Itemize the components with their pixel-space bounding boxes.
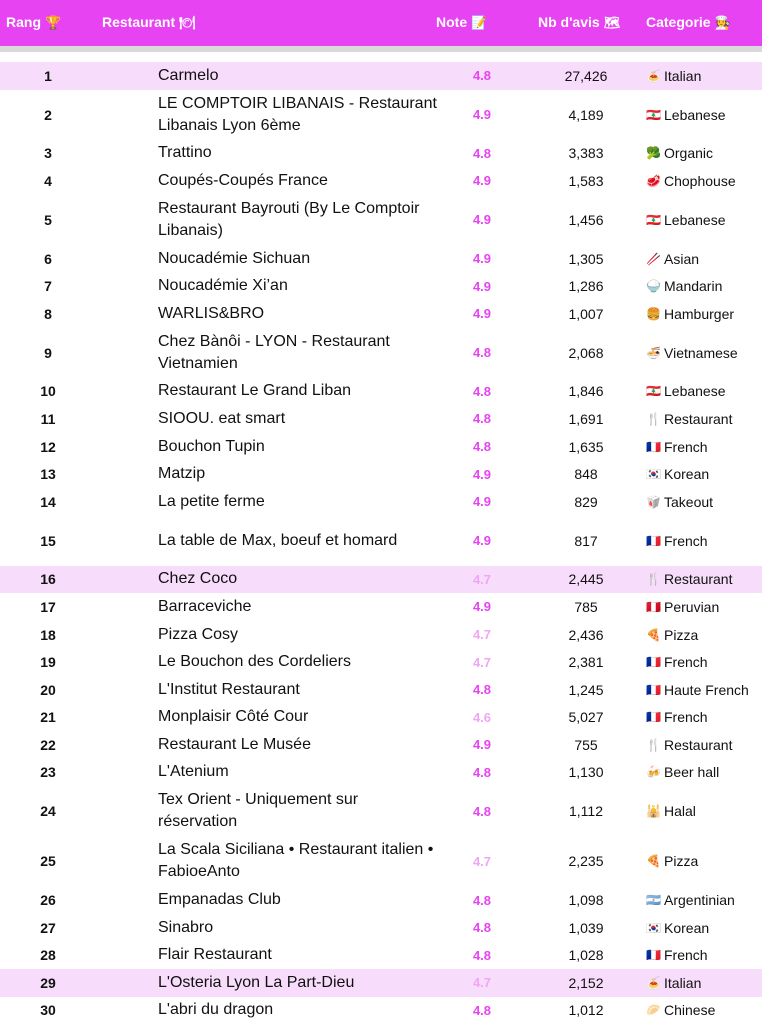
restaurant-name[interactable]: Restaurant Bayrouti (By Le Comptoir Libanais) bbox=[158, 199, 420, 239]
restaurant-name[interactable]: L'Atenium bbox=[158, 763, 229, 781]
rating-cell: 4.9 bbox=[472, 278, 492, 294]
category-label: Chophouse bbox=[664, 172, 736, 189]
category-cell bbox=[646, 245, 762, 273]
rating-cell: 4.9 bbox=[472, 599, 492, 615]
lebanon-flag-icon: 🇱🇧 bbox=[646, 384, 661, 399]
reviews-cell: 829 bbox=[574, 493, 598, 510]
category-label: Organic bbox=[664, 145, 714, 162]
category-label: French bbox=[664, 654, 708, 671]
category-label: Takeout bbox=[664, 493, 714, 510]
rating-cell: 4.9 bbox=[472, 494, 492, 510]
table-row[interactable] bbox=[0, 90, 762, 140]
restaurant-name[interactable]: Flair Restaurant bbox=[158, 946, 272, 964]
france-flag-icon: 🇫🇷 bbox=[646, 533, 661, 548]
table-row[interactable] bbox=[0, 488, 762, 516]
rating-cell: 4.8 bbox=[472, 411, 492, 427]
reviews-cell: 2,436 bbox=[568, 626, 604, 643]
table-row[interactable] bbox=[0, 328, 762, 378]
trophy-icon: 🏆 bbox=[45, 15, 62, 30]
fork-knife-icon: 🍴 bbox=[646, 411, 661, 426]
rank-cell: 7 bbox=[44, 278, 52, 295]
reviews-cell: 3,383 bbox=[568, 145, 604, 162]
reviews-cell: 1,846 bbox=[568, 383, 604, 400]
rank-cell: 17 bbox=[40, 598, 56, 615]
category-label: Korean bbox=[664, 466, 710, 483]
pizza-icon: 🍕 bbox=[646, 627, 661, 642]
restaurant-name[interactable]: Restaurant Le Grand Liban bbox=[158, 382, 352, 400]
reviews-cell: 2,235 bbox=[568, 853, 604, 870]
restaurant-name[interactable]: Trattino bbox=[158, 144, 212, 162]
reviews-cell: 785 bbox=[574, 598, 598, 615]
category-label: French bbox=[664, 532, 708, 549]
mosque-icon: 🕌 bbox=[646, 804, 661, 819]
rank-cell: 2 bbox=[44, 106, 52, 123]
reviews-cell: 1,012 bbox=[568, 1002, 604, 1019]
restaurant-name[interactable]: Matzip bbox=[158, 465, 206, 483]
restaurant-name[interactable]: Carmelo bbox=[158, 66, 219, 84]
reviews-cell: 1,691 bbox=[568, 410, 604, 427]
table-row[interactable] bbox=[0, 997, 762, 1024]
restaurant-name[interactable]: L'Institut Restaurant bbox=[158, 680, 300, 698]
category-cell bbox=[646, 460, 762, 488]
rank-cell: 25 bbox=[40, 853, 56, 870]
category-cell bbox=[646, 648, 762, 676]
rating-cell: 4.9 bbox=[472, 533, 492, 549]
reviews-cell: 1,245 bbox=[568, 681, 604, 698]
table-row[interactable] bbox=[0, 62, 762, 90]
category-cell bbox=[646, 759, 762, 787]
restaurant-name[interactable]: SIOOU. eat smart bbox=[158, 409, 286, 427]
france-flag-icon: 🇫🇷 bbox=[646, 439, 661, 454]
rank-cell: 20 bbox=[40, 681, 56, 698]
takeout-box-icon: 🥡 bbox=[646, 494, 661, 509]
category-cell bbox=[646, 886, 762, 914]
table-row[interactable] bbox=[0, 593, 762, 621]
rank-cell: 22 bbox=[40, 736, 56, 753]
table-header bbox=[0, 0, 762, 46]
category-cell bbox=[646, 786, 762, 836]
reviews-cell: 1,130 bbox=[568, 764, 604, 781]
restaurant-name[interactable]: Restaurant Le Musée bbox=[158, 735, 311, 753]
reviews-cell: 27,426 bbox=[564, 67, 608, 84]
rank-cell: 4 bbox=[44, 172, 52, 189]
restaurant-name[interactable]: Chez Coco bbox=[158, 570, 238, 588]
rating-cell: 4.6 bbox=[472, 709, 492, 725]
rice-icon: 🍚 bbox=[646, 279, 661, 294]
restaurant-name[interactable]: Noucadémie Sichuan bbox=[158, 249, 311, 267]
restaurant-name[interactable]: Bouchon Tupin bbox=[158, 437, 265, 455]
rank-cell: 15 bbox=[40, 532, 56, 549]
meat-icon: 🥩 bbox=[646, 173, 661, 188]
korea-flag-icon: 🇰🇷 bbox=[646, 920, 661, 935]
table-row[interactable] bbox=[0, 886, 762, 914]
category-label: Hamburger bbox=[664, 305, 735, 322]
category-cell bbox=[646, 433, 762, 461]
reviews-cell: 2,068 bbox=[568, 344, 604, 361]
category-cell bbox=[646, 62, 762, 90]
reviews-cell: 1,635 bbox=[568, 438, 604, 455]
rating-cell: 4.7 bbox=[472, 627, 492, 643]
lebanon-flag-icon: 🇱🇧 bbox=[646, 212, 661, 227]
reviews-cell: 1,028 bbox=[568, 947, 604, 964]
reviews-cell: 755 bbox=[574, 736, 598, 753]
category-label: Chinese bbox=[664, 1002, 716, 1019]
rank-cell: 13 bbox=[40, 466, 56, 483]
rating-cell: 4.7 bbox=[472, 571, 492, 587]
table-row[interactable] bbox=[0, 648, 762, 676]
restaurant-name[interactable]: Pizza Cosy bbox=[158, 625, 239, 643]
category-cell bbox=[646, 704, 762, 732]
rank-cell: 28 bbox=[40, 947, 56, 964]
category-label: French bbox=[664, 947, 708, 964]
header-note[interactable]: Note 📝 bbox=[436, 14, 488, 30]
restaurant-name[interactable]: La petite ferme bbox=[158, 492, 265, 510]
argentina-flag-icon: 🇦🇷 bbox=[646, 893, 661, 908]
pasta-icon: 🍝 bbox=[646, 68, 661, 83]
table-row[interactable] bbox=[0, 566, 762, 594]
restaurant-name[interactable]: Monplaisir Côté Cour bbox=[158, 708, 309, 726]
rank-cell: 18 bbox=[40, 626, 56, 643]
rank-cell: 1 bbox=[44, 67, 52, 84]
category-cell bbox=[646, 621, 762, 649]
rank-cell: 10 bbox=[40, 383, 56, 400]
reviews-cell: 1,456 bbox=[568, 211, 604, 228]
category-label: Lebanese bbox=[664, 211, 726, 228]
category-label: Italian bbox=[664, 67, 702, 84]
restaurant-name[interactable]: Chez Bànôi - LYON - Restaurant Vietnamien bbox=[158, 332, 390, 372]
beer-mugs-icon: 🍻 bbox=[646, 765, 661, 780]
france-flag-icon: 🇫🇷 bbox=[646, 682, 661, 697]
rank-cell: 11 bbox=[40, 410, 56, 427]
category-cell bbox=[646, 566, 762, 594]
header-reviews[interactable]: Nb d'avis 🗺 bbox=[538, 14, 621, 30]
reviews-cell: 2,152 bbox=[568, 974, 604, 991]
category-cell bbox=[646, 405, 762, 433]
rating-cell: 4.8 bbox=[472, 439, 492, 455]
ranking-table-body bbox=[0, 62, 762, 1024]
rating-cell: 4.9 bbox=[472, 466, 492, 482]
rank-cell: 24 bbox=[40, 803, 56, 820]
rating-cell: 4.8 bbox=[472, 947, 492, 963]
pizza-icon: 🍕 bbox=[646, 854, 661, 869]
rank-cell: 19 bbox=[40, 654, 56, 671]
category-cell bbox=[646, 195, 762, 245]
restaurant-name[interactable]: Coupés-Coupés France bbox=[158, 171, 328, 189]
noodle-bowl-icon: 🍜 bbox=[646, 345, 661, 360]
table-row[interactable] bbox=[0, 405, 762, 433]
table-row[interactable] bbox=[0, 731, 762, 759]
category-label: Haute French bbox=[664, 681, 749, 698]
restaurant-name[interactable]: La Scala Siciliana • Restaurant italien • FabioeAnto bbox=[158, 841, 434, 881]
table-row[interactable] bbox=[0, 167, 762, 195]
category-cell bbox=[646, 140, 762, 168]
rank-cell: 6 bbox=[44, 250, 52, 267]
restaurant-name[interactable]: WARLIS&BRO bbox=[158, 304, 265, 322]
category-label: Restaurant bbox=[664, 410, 733, 427]
table-row[interactable] bbox=[0, 460, 762, 488]
table-row[interactable] bbox=[0, 378, 762, 406]
chopsticks-icon: 🥢 bbox=[646, 251, 661, 266]
rating-cell: 4.8 bbox=[472, 682, 492, 698]
category-cell bbox=[646, 272, 762, 300]
memo-icon: 📝 bbox=[471, 15, 488, 30]
table-row[interactable] bbox=[0, 676, 762, 704]
reviews-cell: 1,583 bbox=[568, 172, 604, 189]
rating-cell: 4.7 bbox=[472, 975, 492, 991]
category-cell bbox=[646, 676, 762, 704]
reviews-cell: 817 bbox=[574, 532, 598, 549]
restaurant-name[interactable]: Le Bouchon des Cordeliers bbox=[158, 653, 352, 671]
rating-cell: 4.9 bbox=[472, 107, 492, 123]
category-cell bbox=[646, 167, 762, 195]
restaurant-name[interactable]: L'Osteria Lyon La Part-Dieu bbox=[158, 973, 355, 991]
category-label: Vietnamese bbox=[664, 344, 738, 361]
header-restaurant[interactable]: Restaurant 🍽 bbox=[102, 14, 196, 30]
broccoli-icon: 🥦 bbox=[646, 146, 661, 161]
fork-knife-icon: 🍴 bbox=[646, 572, 661, 587]
table-row[interactable] bbox=[0, 433, 762, 461]
reviews-cell: 1,039 bbox=[568, 919, 604, 936]
rank-cell: 9 bbox=[44, 344, 52, 361]
category-label: Restaurant bbox=[664, 736, 733, 753]
rating-cell: 4.9 bbox=[472, 251, 492, 267]
rank-cell: 14 bbox=[40, 493, 56, 510]
table-row[interactable] bbox=[0, 836, 762, 886]
reviews-cell: 1,112 bbox=[569, 803, 603, 820]
reviews-cell: 1,286 bbox=[568, 278, 604, 295]
table-row[interactable] bbox=[0, 759, 762, 787]
reviews-cell: 2,381 bbox=[568, 654, 604, 671]
restaurant-name[interactable]: Sinabro bbox=[158, 918, 214, 936]
rating-cell: 4.8 bbox=[472, 920, 492, 936]
reviews-cell: 1,305 bbox=[568, 250, 604, 267]
fork-knife-icon: 🍴 bbox=[646, 737, 661, 752]
rank-cell: 21 bbox=[40, 709, 56, 726]
table-row[interactable] bbox=[0, 300, 762, 328]
rank-cell: 29 bbox=[40, 974, 56, 991]
category-cell bbox=[646, 328, 762, 378]
header-spacer bbox=[0, 52, 762, 60]
reviews-cell: 1,098 bbox=[568, 892, 604, 909]
rating-cell: 4.7 bbox=[472, 853, 492, 869]
category-cell bbox=[646, 516, 762, 566]
table-row[interactable] bbox=[0, 272, 762, 300]
category-cell bbox=[646, 941, 762, 969]
map-icon: 🗺 bbox=[603, 15, 621, 30]
reviews-cell: 1,007 bbox=[568, 305, 604, 322]
korea-flag-icon: 🇰🇷 bbox=[646, 467, 661, 482]
rating-cell: 4.8 bbox=[472, 68, 492, 84]
category-label: Halal bbox=[664, 803, 696, 820]
restaurant-name[interactable]: Tex Orient - Uniquement sur réservation bbox=[158, 791, 359, 831]
reviews-cell: 5,027 bbox=[568, 709, 604, 726]
category-label: Restaurant bbox=[664, 571, 733, 588]
category-label: French bbox=[664, 709, 708, 726]
restaurant-name[interactable]: Empanadas Club bbox=[158, 891, 281, 909]
category-label: Lebanese bbox=[664, 106, 726, 123]
category-cell bbox=[646, 914, 762, 942]
category-cell bbox=[646, 488, 762, 516]
rating-cell: 4.9 bbox=[472, 306, 492, 322]
restaurant-name[interactable]: L'abri du dragon bbox=[158, 1001, 274, 1019]
france-flag-icon: 🇫🇷 bbox=[646, 710, 661, 725]
category-label: Asian bbox=[664, 250, 700, 267]
category-label: Beer hall bbox=[664, 764, 720, 781]
category-cell bbox=[646, 731, 762, 759]
rank-cell: 27 bbox=[40, 919, 56, 936]
table-row[interactable] bbox=[0, 245, 762, 273]
category-label: Peruvian bbox=[664, 598, 720, 615]
rating-cell: 4.8 bbox=[472, 803, 492, 819]
rating-cell: 4.8 bbox=[472, 1002, 492, 1018]
restaurant-name[interactable]: LE COMPTOIR LIBANAIS - Restaurant Libanais Lyon 6ème bbox=[158, 94, 437, 134]
rating-cell: 4.9 bbox=[472, 173, 492, 189]
rank-cell: 23 bbox=[40, 764, 56, 781]
reviews-cell: 4,189 bbox=[568, 106, 604, 123]
rating-cell: 4.8 bbox=[472, 145, 492, 161]
lebanon-flag-icon: 🇱🇧 bbox=[646, 107, 661, 122]
table-row[interactable] bbox=[0, 516, 762, 566]
rating-cell: 4.8 bbox=[472, 892, 492, 908]
header-category[interactable]: Categorie 🧑‍🍳 bbox=[646, 14, 731, 30]
rating-cell: 4.9 bbox=[472, 737, 492, 753]
reviews-cell: 848 bbox=[574, 466, 598, 483]
hamburger-icon: 🍔 bbox=[646, 306, 661, 321]
restaurant-name[interactable]: La table de Max, boeuf et homard bbox=[158, 531, 398, 549]
table-row[interactable] bbox=[0, 941, 762, 969]
header-rank[interactable]: Rang 🏆 bbox=[6, 14, 62, 30]
rank-cell: 26 bbox=[40, 892, 56, 909]
pasta-icon: 🍝 bbox=[646, 975, 661, 990]
rank-cell: 12 bbox=[40, 438, 56, 455]
category-cell bbox=[646, 969, 762, 997]
reviews-cell: 2,445 bbox=[568, 571, 604, 588]
category-label: Argentinian bbox=[664, 892, 735, 909]
dumpling-icon: 🥟 bbox=[646, 1003, 661, 1018]
category-cell bbox=[646, 997, 762, 1024]
rank-cell: 3 bbox=[44, 145, 52, 162]
rank-cell: 5 bbox=[44, 211, 52, 228]
category-label: Mandarin bbox=[664, 278, 723, 295]
table-row[interactable] bbox=[0, 140, 762, 168]
plate-icon: 🍽 bbox=[179, 15, 196, 30]
peru-flag-icon: 🇵🇪 bbox=[646, 599, 661, 614]
category-cell bbox=[646, 90, 762, 140]
rank-cell: 16 bbox=[40, 571, 56, 588]
category-label: French bbox=[664, 438, 708, 455]
category-label: Italian bbox=[664, 974, 702, 991]
table-row[interactable] bbox=[0, 914, 762, 942]
table-row[interactable] bbox=[0, 195, 762, 245]
table-row[interactable] bbox=[0, 704, 762, 732]
france-flag-icon: 🇫🇷 bbox=[646, 655, 661, 670]
rank-cell: 30 bbox=[40, 1002, 56, 1019]
table-row[interactable] bbox=[0, 621, 762, 649]
rating-cell: 4.9 bbox=[472, 212, 492, 228]
category-cell bbox=[646, 593, 762, 621]
rank-cell: 8 bbox=[44, 305, 52, 322]
category-cell bbox=[646, 378, 762, 406]
chef-icon: 🧑‍🍳 bbox=[714, 15, 731, 30]
restaurant-name[interactable]: Barraceviche bbox=[158, 597, 252, 615]
france-flag-icon: 🇫🇷 bbox=[646, 948, 661, 963]
category-cell bbox=[646, 836, 762, 886]
category-label: Korean bbox=[664, 919, 710, 936]
table-row[interactable] bbox=[0, 786, 762, 836]
rating-cell: 4.8 bbox=[472, 345, 492, 361]
rating-cell: 4.8 bbox=[472, 764, 492, 780]
category-cell bbox=[646, 300, 762, 328]
category-label: Lebanese bbox=[664, 383, 726, 400]
category-label: Pizza bbox=[664, 853, 699, 870]
rating-cell: 4.8 bbox=[472, 383, 492, 399]
rating-cell: 4.7 bbox=[472, 654, 492, 670]
category-label: Pizza bbox=[664, 626, 699, 643]
restaurant-name[interactable]: Noucadémie Xi’an bbox=[158, 277, 288, 295]
table-row[interactable] bbox=[0, 969, 762, 997]
